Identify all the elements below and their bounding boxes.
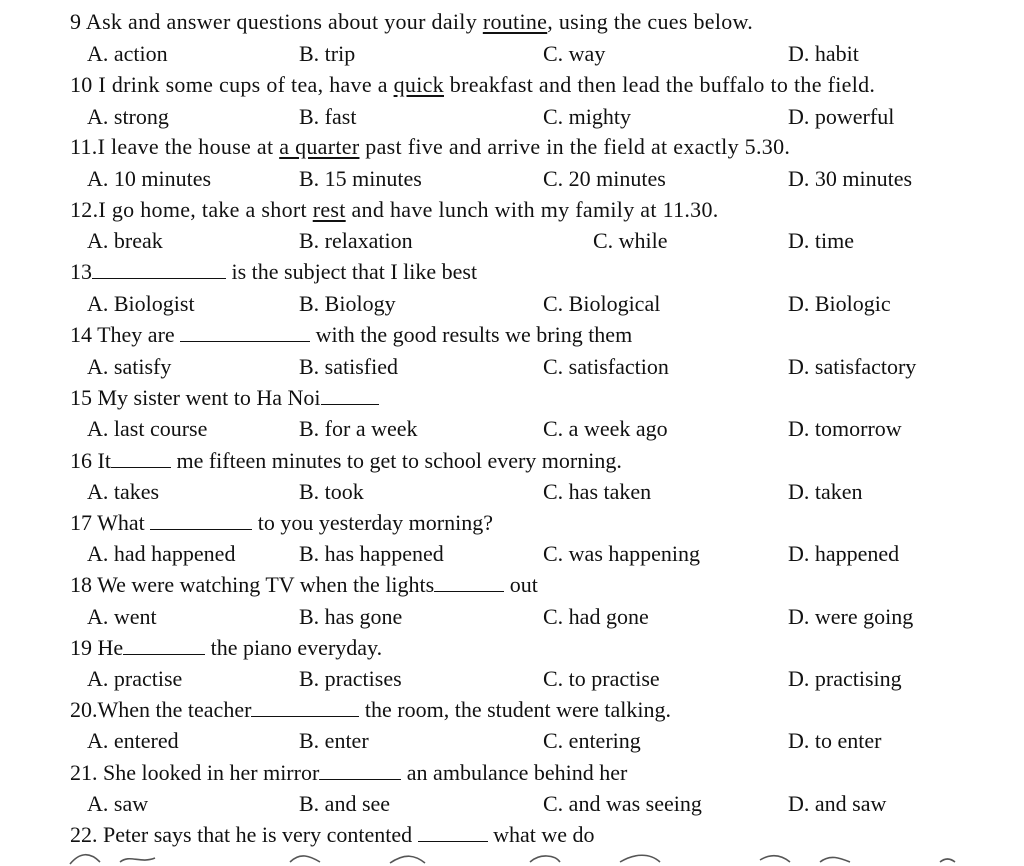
answer-blank <box>92 260 226 279</box>
question-text: 15 My sister went to Ha Noi <box>70 385 321 410</box>
answer-blank <box>123 636 205 655</box>
question-20 <box>70 697 671 723</box>
question-text: 16 It <box>70 448 111 473</box>
option-b: B. and see <box>299 791 391 816</box>
question-16 <box>70 448 622 474</box>
option-c: C. entering <box>543 728 641 753</box>
question-12 <box>70 197 719 223</box>
option-d: D. were going <box>788 604 914 629</box>
option-b: B. enter <box>299 728 369 753</box>
underlined-word: rest <box>312 197 346 222</box>
option-d: D. taken <box>788 479 863 504</box>
question-text: 12.I go home, take a short <box>70 197 313 222</box>
question-text: , using the cues below. <box>547 9 754 34</box>
option-b: B. fast <box>299 104 357 129</box>
option-a: A. 10 minutes <box>87 166 212 191</box>
option-c: C. 20 minutes <box>543 166 666 191</box>
option-c: C. had gone <box>543 604 649 629</box>
question-13 <box>70 259 477 285</box>
option-c: C. while <box>593 228 668 253</box>
question-text: the piano everyday. <box>205 635 383 660</box>
question-15 <box>70 385 379 411</box>
option-c: C. and was seeing <box>543 791 702 816</box>
option-a: A. practise <box>87 666 183 691</box>
question-11 <box>70 134 790 160</box>
option-b: B. has happened <box>299 541 444 566</box>
question-text: 11.I leave the house at <box>70 134 280 159</box>
question-19 <box>70 635 382 661</box>
option-a: A. entered <box>87 728 179 753</box>
answer-blank <box>321 386 379 405</box>
option-a: A. Biologist <box>87 291 195 316</box>
question-text: what we do <box>487 822 595 847</box>
option-c: C. a week ago <box>543 416 668 441</box>
question-text: 10 I drink some cups of tea, have a <box>70 72 394 97</box>
handwriting-scribble <box>60 850 960 866</box>
question-text: 13 <box>70 259 92 284</box>
option-d: D. and saw <box>788 791 887 816</box>
question-text: an ambulance behind her <box>401 760 628 785</box>
answer-blank <box>150 511 252 530</box>
option-c: C. Biological <box>543 291 661 316</box>
option-b: B. for a week <box>299 416 418 441</box>
question-text: is the subject that I like best <box>226 259 478 284</box>
question-18 <box>70 572 538 598</box>
option-b: B. Biology <box>299 291 396 316</box>
option-c: C. way <box>543 41 606 66</box>
option-b: B. has gone <box>299 604 403 629</box>
question-text: 22. Peter says that he is very contented <box>70 822 418 847</box>
option-d: D. 30 minutes <box>788 166 913 191</box>
underlined-word: a quarter <box>279 134 360 159</box>
question-10 <box>70 72 875 98</box>
answer-blank <box>251 698 359 717</box>
option-d: D. to enter <box>788 728 882 753</box>
option-d: D. satisfactory <box>788 354 917 379</box>
option-a: A. went <box>87 604 157 629</box>
question-text: 9 Ask and answer questions about your daily <box>70 9 483 34</box>
question-text: 17 What <box>70 510 151 535</box>
option-a: A. strong <box>87 104 169 129</box>
question-text: past five and arrive in the field at exactly 5.30. <box>359 134 791 159</box>
option-c: C. was happening <box>543 541 701 566</box>
option-c: C. satisfaction <box>543 354 669 379</box>
underlined-word: quick <box>393 72 444 97</box>
option-b: B. took <box>299 479 364 504</box>
option-d: D. happened <box>788 541 900 566</box>
question-text: 21. She looked in her mirror <box>70 760 320 785</box>
option-b: B. trip <box>299 41 356 66</box>
option-b: B. satisfied <box>299 354 398 379</box>
option-a: A. break <box>87 228 163 253</box>
question-21 <box>70 760 627 786</box>
question-text: 14 They are <box>70 322 181 347</box>
answer-blank <box>434 573 504 592</box>
question-text: the room, the student were talking. <box>359 697 671 722</box>
option-c: C. mighty <box>543 104 632 129</box>
option-b: B. practises <box>299 666 402 691</box>
option-a: A. had happened <box>87 541 236 566</box>
option-c: C. has taken <box>543 479 652 504</box>
option-a: A. takes <box>87 479 160 504</box>
option-b: B. 15 minutes <box>299 166 422 191</box>
option-d: D. time <box>788 228 854 253</box>
answer-blank <box>319 761 401 780</box>
question-text: me fifteen minutes to get to school every morning. <box>170 448 622 473</box>
option-d: D. Biologic <box>788 291 891 316</box>
underlined-word: routine <box>482 9 548 34</box>
answer-blank <box>111 449 171 468</box>
answer-blank <box>180 323 310 342</box>
option-d: D. tomorrow <box>788 416 902 441</box>
question-9 <box>70 9 753 35</box>
option-a: A. saw <box>87 791 149 816</box>
option-c: C. to practise <box>543 666 660 691</box>
option-a: A. last course <box>87 416 208 441</box>
question-text: and have lunch with my family at 11.30. <box>345 197 719 222</box>
question-text: 18 We were watching TV when the lights <box>70 572 435 597</box>
option-d: D. practising <box>788 666 902 691</box>
question-text: 20.When the teacher <box>70 697 252 722</box>
option-d: D. powerful <box>788 104 895 129</box>
question-text: out <box>504 572 538 597</box>
question-14 <box>70 322 632 348</box>
question-text: to you yesterday morning? <box>252 510 493 535</box>
option-a: A. satisfy <box>87 354 172 379</box>
option-d: D. habit <box>788 41 859 66</box>
option-a: A. action <box>87 41 168 66</box>
question-text: breakfast and then lead the buffalo to the field. <box>443 72 876 97</box>
option-b: B. relaxation <box>299 228 413 253</box>
question-text: with the good results we bring them <box>310 322 633 347</box>
question-text: 19 He <box>70 635 124 660</box>
question-22 <box>70 822 595 848</box>
question-17 <box>70 510 493 536</box>
answer-blank <box>418 823 488 842</box>
